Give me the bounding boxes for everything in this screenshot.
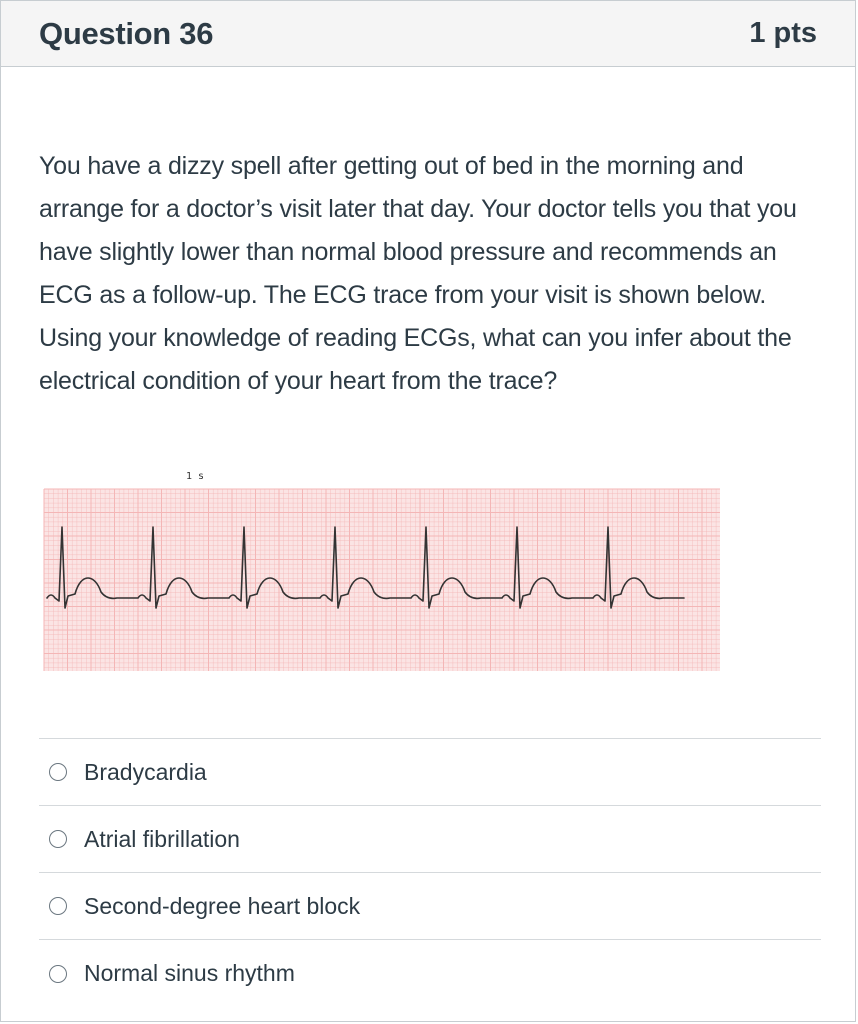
answer-label: Second-degree heart block (84, 892, 361, 919)
answer-option-atrial-fibrillation[interactable] (39, 806, 821, 873)
question-header (1, 1, 855, 67)
answer-option-normal-sinus-rhythm[interactable] (39, 940, 821, 1007)
ecg-trace-image (43, 465, 723, 675)
answer-option-bradycardia[interactable] (39, 739, 821, 806)
answer-label: Normal sinus rhythm (84, 960, 295, 986)
radio-button-icon[interactable] (49, 897, 67, 915)
radio-button-icon[interactable] (49, 830, 67, 848)
answer-label: Bradycardia (84, 758, 207, 785)
answer-option-second-degree-heart-block[interactable] (39, 873, 821, 940)
radio-button-icon[interactable] (49, 965, 67, 983)
answer-list (39, 738, 821, 1007)
answer-label: Atrial fibrillation (84, 825, 240, 852)
question-points: 1 pts (749, 17, 817, 49)
question-text: You have a dizzy spell after getting out of bed in the morning and arrange for a doctor’s visit later that day. Your doctor tells you that you have slightly lower than normal blood pressure and recommends an ECG as a follow-up. The ECG trace from your visit is shown below. Using your knowledge of reading ECGs, what can you infer about the electrical condition of your heart from the trace? (39, 152, 797, 395)
question-body (1, 67, 855, 403)
ecg-scale-label: 1 s (185, 471, 205, 482)
ecg-grid-background (44, 489, 720, 671)
ecg-figure (43, 465, 723, 675)
radio-button-icon[interactable] (49, 763, 67, 781)
question-title: Question 36 (39, 15, 214, 51)
